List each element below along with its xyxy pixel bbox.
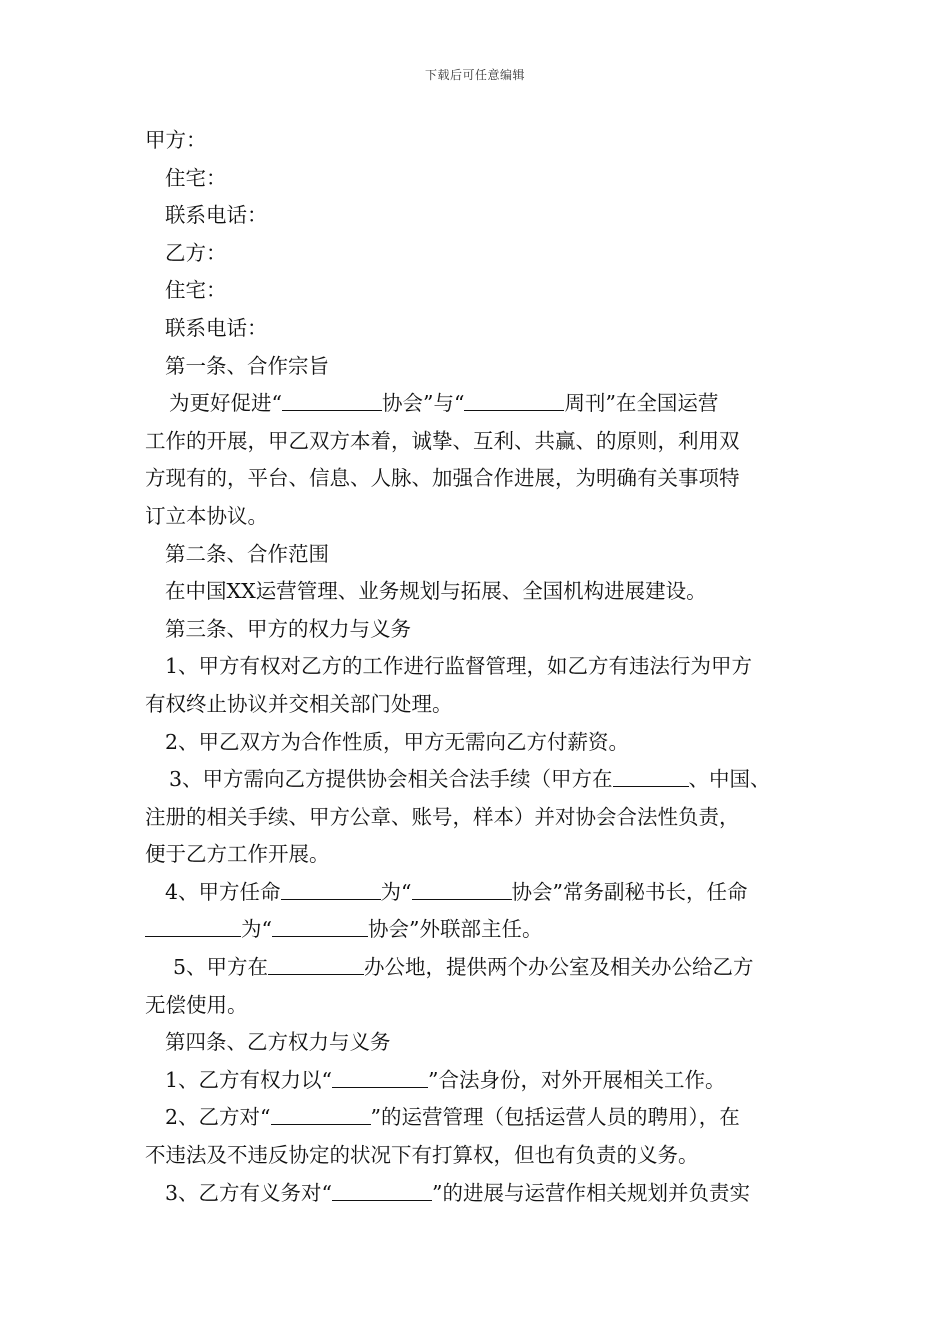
article-4-item-2-line-2: 不违法及不违反协定的状况下有打算权，但也有负责的义务。 (145, 1143, 699, 1168)
blank-field (412, 877, 512, 900)
article-3-item-4-line-1 (145, 874, 815, 912)
text-segment: 4、甲方任命 (165, 879, 281, 904)
party-a-address: 住宅： (165, 165, 227, 190)
text-segment: 1、乙方有权力以“ (165, 1067, 333, 1092)
article-1-line-4: 订立本协议。 (145, 503, 268, 528)
text-segment: ”合法身份，对外开展相关工作。 (428, 1067, 726, 1092)
text-segment: 为更好促进“ (169, 391, 282, 416)
text-segment: 协会”外联部主任。 (367, 917, 543, 942)
article-3-title: 第三条、甲方的权力与义务 (165, 616, 411, 641)
text-segment: 3、甲方需向乙方提供协会相关合法手续（甲方在 (169, 767, 613, 792)
blank-field (332, 1065, 428, 1088)
article-4-item-1 (145, 1062, 815, 1100)
text-segment: 协会”与“ (381, 391, 465, 416)
article-3-item-3-line-1 (145, 761, 815, 799)
article-3-item-3-line-2: 注册的相关手续、甲方公章、账号，样本）并对协会合法性负责， (145, 804, 740, 829)
article-1-line-1 (145, 385, 815, 423)
article-1-title: 第一条、合作宗旨 (165, 353, 329, 378)
blank-field (332, 1178, 432, 1201)
text-segment: 协会”常务副秘书长，任命 (511, 879, 748, 904)
blank-field (613, 764, 689, 787)
blank-field (464, 388, 564, 411)
party-b-phone: 联系电话： (165, 315, 268, 340)
text-segment: 5、甲方在 (173, 955, 269, 980)
article-3-item-1-line-2: 有权终止协议并交相关部门处理。 (145, 691, 453, 716)
party-b-address: 住宅： (165, 278, 227, 303)
party-a-label: 甲方： (145, 128, 207, 152)
party-b-label: 乙方： (165, 240, 227, 265)
party-a-phone: 联系电话： (165, 203, 268, 228)
blank-field (282, 388, 382, 411)
article-2-text: 在中国XX运营管理、业务规划与拓展、全国机构进展建设。 (165, 579, 707, 604)
article-4-item-2-line-1 (145, 1099, 815, 1137)
article-3-item-5-line-1 (145, 949, 815, 987)
text-segment: 2、乙方对“ (165, 1105, 271, 1130)
text-segment: 3、乙方有义务对“ (165, 1180, 333, 1205)
article-3-item-5-line-2: 无偿使用。 (145, 992, 248, 1017)
blank-field (145, 914, 241, 937)
text-segment: 为“ (380, 879, 412, 904)
blank-field (271, 1102, 371, 1125)
blank-field (272, 914, 368, 937)
text-segment: 为“ (241, 917, 272, 942)
article-1-line-3: 方现有的，平台、信息、人脉、加强合作进展，为明确有关事项特 (145, 466, 740, 491)
article-3-item-2: 2、甲乙双方为合作性质，甲方无需向乙方付薪资。 (165, 729, 630, 754)
text-segment: 周刊”在全国运营 (564, 391, 719, 416)
text-segment: ”的进展与运营作相关规划并负责实 (432, 1180, 751, 1205)
article-3-item-1-line-1: 1、甲方有权对乙方的工作进行监督管理，如乙方有违法行为甲方 (165, 654, 753, 679)
header-note: 下载后可任意编辑 (424, 68, 525, 82)
text-segment: 办公地，提供两个办公室及相关办公给乙方 (364, 955, 754, 980)
article-1-line-2: 工作的开展，甲乙双方本着，诚挚、互利、共赢、的原则，利用双 (145, 428, 740, 453)
article-4-item-3-line-1 (145, 1175, 815, 1213)
article-3-item-3-line-3: 便于乙方工作开展。 (145, 842, 330, 867)
blank-field (281, 877, 381, 900)
text-segment: 、中国、 (688, 767, 771, 792)
contract-body (145, 122, 815, 1212)
article-3-item-4-line-2 (145, 911, 815, 949)
article-2-title: 第二条、合作范围 (165, 541, 329, 566)
blank-field (268, 952, 364, 975)
text-segment: ”的运营管理（包括运营人员的聘用），在 (370, 1105, 740, 1130)
article-4-title: 第四条、乙方权力与义务 (165, 1030, 391, 1055)
